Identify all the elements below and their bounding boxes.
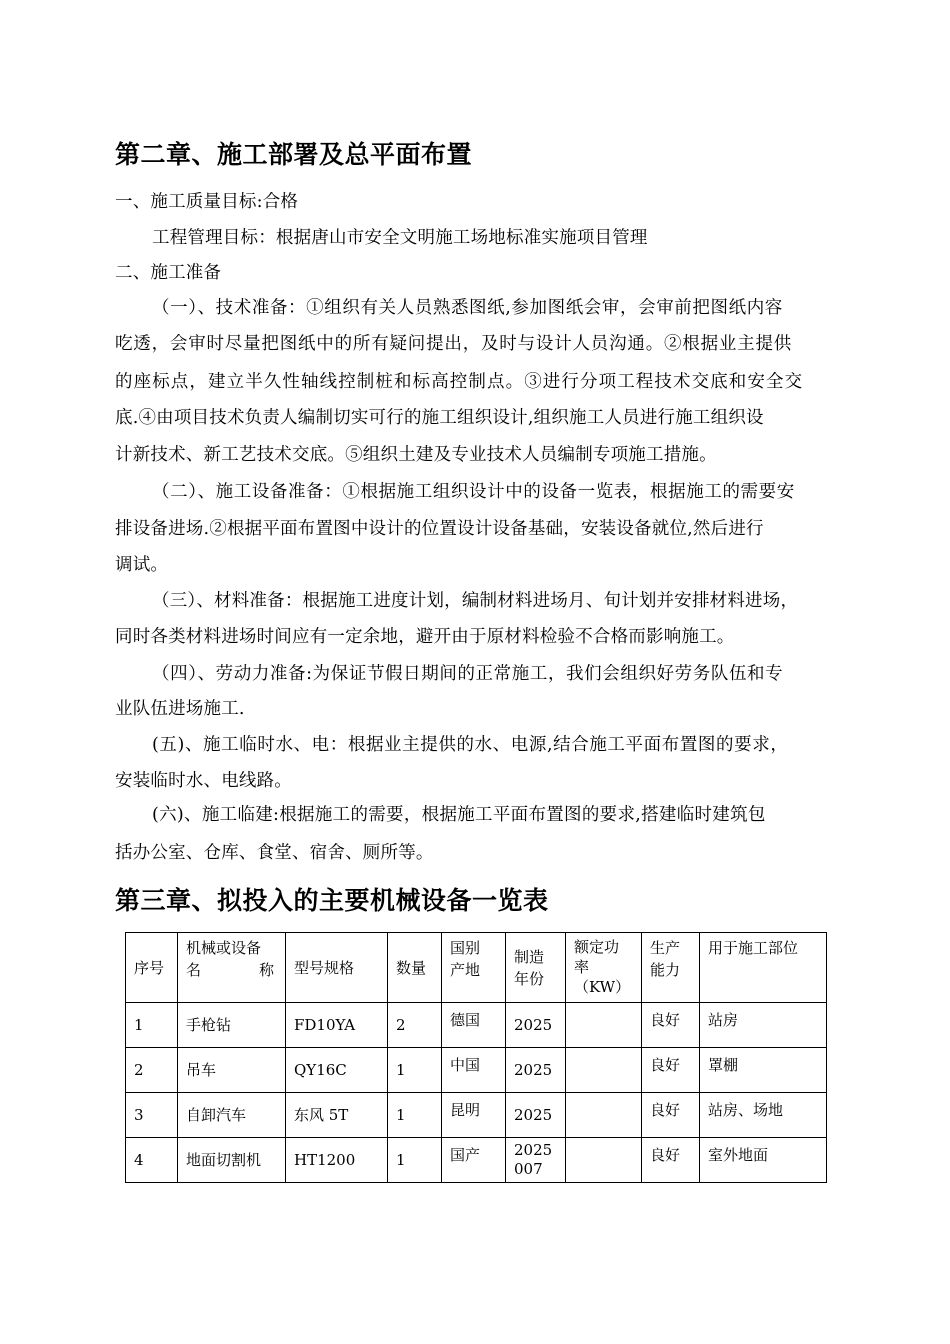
cell-year: 2025 xyxy=(506,1003,566,1048)
table-row xyxy=(126,1048,827,1093)
cell-use: 站房 xyxy=(700,1003,827,1048)
header-name xyxy=(178,933,286,1003)
equipment-table xyxy=(125,932,827,1183)
header-name-line1: 机械或设备 xyxy=(186,939,262,957)
paragraph-line: 计新技术、新工艺技术交底。⑤组织土建及专业技术人员编制专项施工措施。 xyxy=(115,445,717,465)
cell-power xyxy=(566,1093,642,1138)
cell-origin: 国产 xyxy=(442,1138,506,1183)
table-row xyxy=(126,1093,827,1138)
cell-qty: 1 xyxy=(388,1048,442,1093)
cell-no: 1 xyxy=(126,1003,178,1048)
paragraph-line: （二）、施工设备准备：①根据施工组织设计中的设备一览表，根据施工的需要安 xyxy=(152,482,795,502)
quality-target: 一、施工质量目标:合格 xyxy=(115,192,299,212)
cell-capacity: 良好 xyxy=(642,1048,700,1093)
header-origin: 国别 产地 xyxy=(442,933,506,1003)
header-year: 制造 年份 xyxy=(506,933,566,1003)
paragraph-line: 底.④由项目技术负责人编制切实可行的施工组织设计,组织施工人员进行施工组织设 xyxy=(115,408,764,428)
cell-capacity: 良好 xyxy=(642,1003,700,1048)
paragraph-line: (六)、施工临建:根据施工的需要，根据施工平面布置图的要求,搭建临时建筑包 xyxy=(152,805,766,825)
cell-origin: 昆明 xyxy=(442,1093,506,1138)
cell-use: 室外地面 xyxy=(700,1138,827,1183)
cell-power xyxy=(566,1138,642,1183)
cell-no: 3 xyxy=(126,1093,178,1138)
paragraph-line: 吃透，会审时尽量把图纸中的所有疑问提出，及时与设计人员沟通。②根据业主提供 xyxy=(115,334,793,354)
cell-name: 吊车 xyxy=(178,1048,286,1093)
paragraph-line: 同时各类材料进场时间应有一定余地，避开由于原材料检验不合格而影响施工。 xyxy=(115,627,735,647)
cell-use: 站房、场地 xyxy=(700,1093,827,1138)
paragraph-line: 调试。 xyxy=(115,555,169,575)
cell-qty: 1 xyxy=(388,1138,442,1183)
chapter2-title: 第二章、施工部署及总平面布置 xyxy=(115,140,473,169)
cell-capacity: 良好 xyxy=(642,1093,700,1138)
management-target: 工程管理目标：根据唐山市安全文明施工场地标准实施项目管理 xyxy=(152,228,648,248)
cell-year: 2025 xyxy=(506,1048,566,1093)
cell-model: 东风 5T xyxy=(286,1093,388,1138)
paragraph-line: 安装临时水、电线路。 xyxy=(115,771,292,791)
header-name-line2: 名 称 xyxy=(186,961,274,979)
header-capacity: 生产 能力 xyxy=(642,933,700,1003)
cell-capacity: 良好 xyxy=(642,1138,700,1183)
cell-year: 2025 007 xyxy=(506,1138,566,1183)
paragraph-line: 括办公室、仓库、食堂、宿舍、厕所等。 xyxy=(115,843,434,863)
paragraph-line: 业队伍进场施工. xyxy=(115,699,245,719)
cell-origin: 中国 xyxy=(442,1048,506,1093)
table-row xyxy=(126,1003,827,1048)
cell-name: 地面切割机 xyxy=(178,1138,286,1183)
table-header-row xyxy=(126,933,827,1003)
cell-power xyxy=(566,1003,642,1048)
cell-power xyxy=(566,1048,642,1093)
cell-model: HT1200 xyxy=(286,1138,388,1183)
header-qty: 数量 xyxy=(388,933,442,1003)
cell-use: 罩棚 xyxy=(700,1048,827,1093)
cell-name: 手枪钻 xyxy=(178,1003,286,1048)
paragraph-line: （一）、技术准备：①组织有关人员熟悉图纸,参加图纸会审，会审前把图纸内容 xyxy=(152,298,783,318)
paragraph-line: （四）、劳动力准备:为保证节假日期间的正常施工，我们会组织好劳务队伍和专 xyxy=(152,664,784,684)
cell-qty: 2 xyxy=(388,1003,442,1048)
header-model: 型号规格 xyxy=(286,933,388,1003)
header-power: 额定功 率 （KW） xyxy=(566,933,642,1003)
section-prep-heading: 二、施工准备 xyxy=(115,263,222,283)
cell-origin: 德国 xyxy=(442,1003,506,1048)
table-row xyxy=(126,1138,827,1183)
header-no: 序号 xyxy=(126,933,178,1003)
cell-qty: 1 xyxy=(388,1093,442,1138)
cell-model: QY16C xyxy=(286,1048,388,1093)
cell-year: 2025 xyxy=(506,1093,566,1138)
cell-model: FD10YA xyxy=(286,1003,388,1048)
chapter3-title: 第三章、拟投入的主要机械设备一览表 xyxy=(115,886,549,915)
paragraph-line: 的座标点，建立半久性轴线控制桩和标高控制点。③进行分项工程技术交底和安全交 xyxy=(115,372,804,392)
cell-name: 自卸汽车 xyxy=(178,1093,286,1138)
header-use: 用于施工部位 xyxy=(700,933,827,1003)
paragraph-line: 排设备进场.②根据平面布置图中设计的位置设计设备基础，安装设备就位,然后进行 xyxy=(115,519,764,539)
paragraph-line: (五)、施工临时水、电：根据业主提供的水、电源,结合施工平面布置图的要求， xyxy=(152,735,789,755)
cell-no: 4 xyxy=(126,1138,178,1183)
paragraph-line: （三）、材料准备：根据施工进度计划，编制材料进场月、旬计划并安排材料进场， xyxy=(152,591,799,611)
cell-no: 2 xyxy=(126,1048,178,1093)
